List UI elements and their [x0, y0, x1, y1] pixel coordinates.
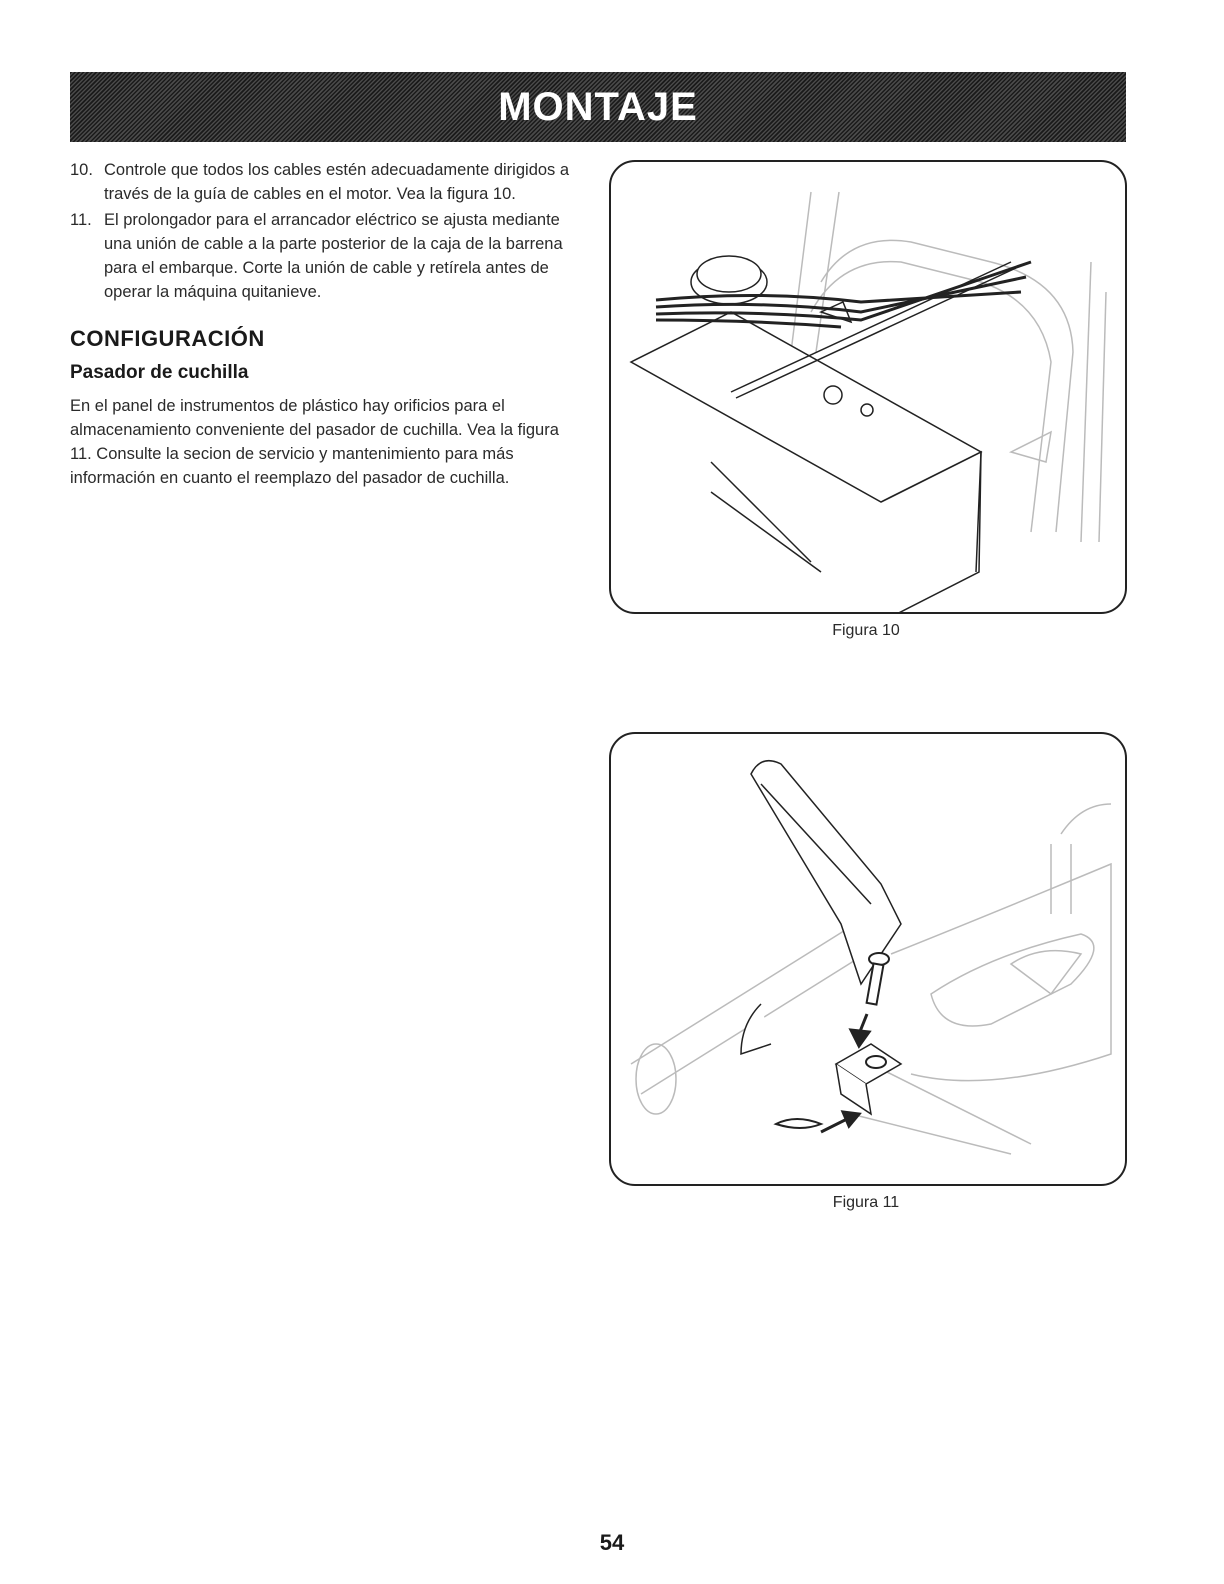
- page-title: MONTAJE: [498, 84, 698, 129]
- figure-11-illustration: [609, 732, 1127, 1186]
- section-banner: [70, 72, 1126, 142]
- cable-routing-illustration: [611, 162, 1125, 612]
- blade-pin-illustration: [611, 734, 1125, 1184]
- figure-10-illustration: [609, 160, 1127, 614]
- step-text: Controle que todos los cables estén adecuadamente dirigidos a través de la guía de cables en el motor. Vea la figura 10.: [104, 161, 570, 203]
- subsection-heading: Pasador de cuchilla: [70, 362, 249, 383]
- step-text: El prolongador para el arrancador eléctrico se ajusta mediante una unión de cable a la parte posterior de la caja de la barrena para el embarque. Corte la unión de cable y retírela antes de operar la máquina quitanieve.: [104, 211, 563, 301]
- page-number: 54: [599, 1530, 625, 1555]
- step-number: 11.: [70, 211, 92, 229]
- figure-caption: Figura 10: [832, 622, 900, 639]
- body-paragraph: En el panel de instrumentos de plástico hay orificios para el almacenamiento conveniente del pasador de cuchilla. Vea la figura 11. Consulte la secion de servicio y mantenimiento para más información en cuanto el reemplazo del pasador de cuchilla.: [70, 397, 559, 487]
- text-column: [70, 158, 580, 490]
- list-item: [70, 208, 580, 304]
- step-number: 10.: [70, 161, 93, 179]
- list-item: [70, 158, 580, 206]
- figure-caption: Figura 11: [832, 1194, 900, 1211]
- section-heading: CONFIGURACIÓN: [70, 326, 265, 351]
